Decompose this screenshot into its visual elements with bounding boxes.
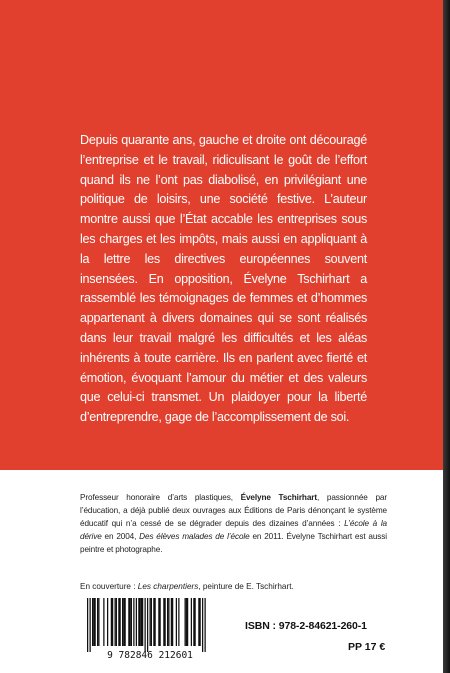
barcode-bar (145, 598, 146, 652)
barcode-bar (168, 598, 169, 646)
barcode-bar (165, 598, 166, 646)
barcode-bar (158, 598, 159, 646)
barcode-bar (193, 598, 194, 646)
barcode-bar (116, 598, 117, 646)
cover-credit (80, 581, 294, 593)
barcode-bar (195, 598, 196, 646)
author-name: Évelyne Tschirhart (240, 493, 317, 502)
barcode (75, 598, 225, 660)
barcode-bar (205, 598, 206, 652)
barcode-bar (133, 598, 134, 646)
author-bio-paragraph (80, 491, 387, 556)
spine-edge (443, 0, 450, 673)
barcode-bar (98, 598, 99, 646)
barcode-bar (111, 598, 112, 646)
book-title-1: L’école à la dérive (80, 519, 387, 542)
barcode-bar (153, 598, 154, 646)
barcode-bar (120, 598, 121, 646)
barcode-bar (107, 598, 108, 646)
barcode-bar (187, 598, 188, 646)
barcode-bar (151, 598, 152, 646)
barcode-bar (97, 598, 98, 646)
barcode-bar (171, 598, 172, 646)
barcode-bar (155, 598, 156, 646)
barcode-bar (118, 598, 119, 646)
barcode-bar (130, 598, 131, 646)
barcode-bar (128, 598, 129, 646)
isbn-number: ISBN : 978-2-84621-260-1 (245, 620, 367, 632)
barcode-bar (147, 598, 148, 652)
barcode-bar (198, 598, 199, 646)
barcode-bar (87, 598, 88, 652)
barcode-bar (125, 598, 126, 646)
barcode-bar (131, 598, 132, 646)
barcode-bar (141, 598, 142, 646)
bio-text-1: Professeur honoraire d’arts plastiques, (80, 493, 241, 502)
barcode-graphic (75, 598, 225, 660)
barcode-bar (138, 598, 139, 646)
barcode-bars (87, 598, 206, 652)
barcode-bar (92, 598, 93, 646)
barcode-bar (202, 598, 203, 652)
barcode-bar (122, 598, 123, 646)
barcode-bar (200, 598, 201, 646)
bio-text-2: , passionnée par l’éducation, a déjà publié deux ouvrages aux Éditions de Paris dénonçant le système éducatif qui n’a cessé de se dégrader depuis des dizaines d’années : (80, 493, 387, 529)
barcode-bar (112, 598, 113, 646)
blurb-text (80, 131, 367, 428)
blurb-paragraph: Depuis quarante ans, gauche et droite ont découragé l’entreprise et le travail, ridiculisant le goût de l’effort quand ils ne l’ont pas diabolisé, en privilégiant une politique de loisirs, une société festive. L’auteur montre aussi que l’État accable les entreprises sous les charges et les impôts, mais aussi en appliquant à la lettre les directives européennes souvent insensées. En opposition, Évelyne Tschirhart a rassemblé les témoignages de femmes et d’hommes appartenant à divers domaines qui se sont réalisés dans leur travail malgré les difficultés et les aléas inhérents à toute carrière. Ils en parlent avec fierté et émotion, évoquant l’amour du métier et des valeurs que celui-ci transmet. Un plaidoyer pour la liberté d’entreprendre, gage de l’accomplissement de soi. (80, 133, 367, 425)
barcode-bar (178, 598, 179, 646)
barcode-bar (185, 598, 186, 646)
bio-text-3: en 2004, (101, 532, 140, 542)
credit-suffix: , peinture de E. Tschirhart. (198, 582, 294, 591)
barcode-bar (115, 598, 116, 646)
barcode-bar (186, 598, 187, 646)
barcode-bar (191, 598, 192, 646)
barcode-bar (95, 598, 96, 646)
barcode-bar (140, 598, 141, 646)
book-title-2: Des élèves malades de l’école (139, 532, 250, 542)
barcode-bar (90, 598, 91, 652)
artwork-title: Les charpentiers (137, 582, 199, 591)
bio-text-4: en 2011. Évelyne Tschirhart est aussi peintre et photographe. (80, 532, 388, 555)
barcode-bar (176, 598, 177, 646)
barcode-bar (142, 598, 143, 646)
barcode-bar (160, 598, 161, 646)
barcode-bar (172, 598, 173, 646)
barcode-bar (103, 598, 104, 646)
barcode-bar (163, 598, 164, 646)
barcode-bar (93, 598, 94, 646)
author-bio (80, 491, 387, 556)
price-label: PP 17 € (348, 641, 386, 653)
barcode-bar (136, 598, 137, 646)
credit-prefix: En couverture : (80, 582, 138, 591)
barcode-digits: 9 782846 212601 (107, 650, 193, 660)
barcode-bar (123, 598, 124, 646)
barcode-bar (150, 598, 151, 646)
barcode-bar (167, 598, 168, 646)
